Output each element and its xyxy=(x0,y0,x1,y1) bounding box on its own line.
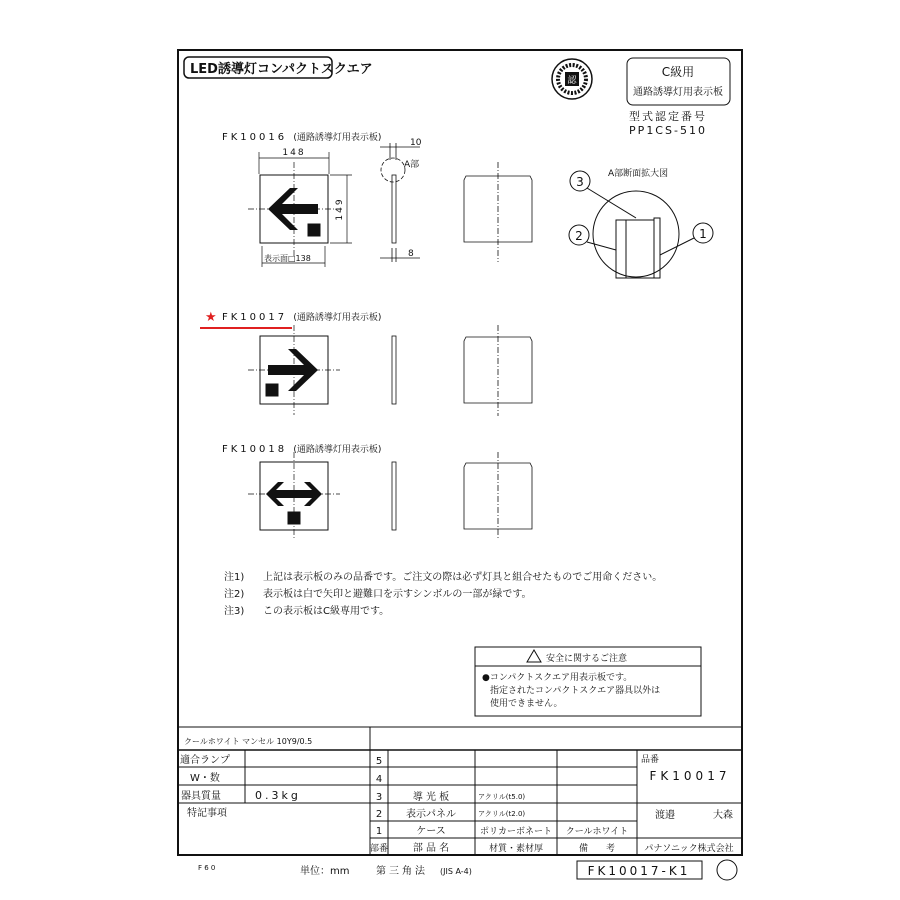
svg-text:3: 3 xyxy=(576,175,584,189)
svg-text:備 考: 備 考 xyxy=(578,844,616,854)
svg-text:アクリル(t5.0): アクリル(t5.0) xyxy=(478,793,526,801)
color-spec: クールホワイト マンセル 10Y9/0.5 xyxy=(184,737,313,746)
svg-text:ケース: ケース xyxy=(416,826,446,837)
svg-text:表示パネル: 表示パネル xyxy=(406,809,456,820)
exit-symbol-icon xyxy=(266,384,278,396)
exit-symbol-icon xyxy=(288,512,300,524)
front-view-fk10016 xyxy=(248,162,340,258)
svg-text:4: 4 xyxy=(375,774,383,785)
view-label-fk10017: FK10017 (通路誘導灯用表示板) xyxy=(222,312,382,323)
dimension-height: 149 xyxy=(335,197,345,221)
svg-text:2: 2 xyxy=(575,229,583,243)
svg-text:安全に関するご注意: 安全に関するご注意 xyxy=(546,654,628,664)
note-2-label: 注2) xyxy=(224,589,245,600)
safety-notice xyxy=(475,647,701,716)
projection-label: 第三角法 xyxy=(376,866,428,877)
svg-text:クールホワイト: クールホワイト xyxy=(565,827,629,837)
svg-text:アクリル(t2.0): アクリル(t2.0) xyxy=(478,810,526,818)
warning-icon xyxy=(527,650,541,662)
svg-text:適合ランプ: 適合ランプ xyxy=(180,755,230,766)
dimension-depth-top: 10 xyxy=(410,138,422,148)
title-block-grid xyxy=(178,727,742,880)
svg-text:ポリカーボネート: ポリカーボネート xyxy=(480,827,552,837)
note-1-label: 注1) xyxy=(224,572,245,583)
note-1-text: 上記は表示板のみの品番です。ご注文の際は必ず灯具と組合せたものでご用命ください。 xyxy=(263,572,663,583)
signer-2: 大森 xyxy=(713,810,733,821)
signer-1: 渡邉 xyxy=(655,810,675,821)
note-2-text: 表示板は白で矢印と避難口を示すシンボルの一部が緑です。 xyxy=(263,589,532,600)
svg-text:使用できません。: 使用できません。 xyxy=(490,699,563,709)
svg-text:部 品 名: 部 品 名 xyxy=(412,843,450,854)
product-label: 品番 xyxy=(641,755,660,765)
paper-size: (JIS A-4) xyxy=(440,867,472,876)
svg-text:指定されたコンパクトスクエア器具以外は: 指定されたコンパクトスクエア器具以外は xyxy=(490,686,661,696)
front-view-fk10017 xyxy=(248,325,340,415)
svg-text:材質・素材厚: 材質・素材厚 xyxy=(488,844,544,854)
dimension-depth-bottom: 8 xyxy=(408,249,414,259)
detail-title: A部断面拡大図 xyxy=(608,169,669,179)
side-views xyxy=(380,143,420,530)
class-sublabel: 通路誘導灯用表示板 xyxy=(633,87,723,98)
svg-text:2: 2 xyxy=(375,809,383,820)
svg-text:認: 認 xyxy=(567,76,577,86)
note-3-label: 注3) xyxy=(224,606,245,617)
highlight-star-icon: ★ xyxy=(205,310,217,325)
footer-code: F 6 0 xyxy=(198,864,216,872)
company-name: パナソニック株式会社 xyxy=(644,844,734,854)
dimension-width: 148 xyxy=(282,148,306,158)
view-label-fk10016: FK10016 (通路誘導灯用表示板) xyxy=(222,132,382,143)
front-view-fk10018 xyxy=(248,452,340,540)
svg-text:部番: 部番 xyxy=(369,844,389,854)
product-number: FK10017 xyxy=(649,769,731,783)
approval-label: 型式認定番号 xyxy=(629,110,707,123)
weight-value: 0.3kg xyxy=(255,789,301,802)
svg-text:1: 1 xyxy=(699,227,707,241)
svg-text:5: 5 xyxy=(375,756,383,767)
document-title: LED誘導灯コンパクトスクエア xyxy=(190,62,373,77)
exit-symbol-icon xyxy=(308,224,320,236)
class-label: C級用 xyxy=(661,65,695,79)
svg-text:器具質量: 器具質量 xyxy=(181,791,221,802)
detail-ref-label: A部 xyxy=(404,160,420,170)
svg-text:3: 3 xyxy=(375,792,383,803)
svg-text:●コンパクトスクエア用表示板です。: ●コンパクトスクエア用表示板です。 xyxy=(482,673,633,683)
drawing-number: FK10017-K1 xyxy=(587,864,691,878)
svg-text:1: 1 xyxy=(375,826,383,837)
detail-a-section xyxy=(569,171,713,278)
note-3-text: この表示板はC級専用です。 xyxy=(263,606,390,617)
svg-text:W・数: W・数 xyxy=(190,773,220,784)
rear-views xyxy=(464,162,532,540)
certification-seal xyxy=(552,59,592,99)
dimension-display-area: 表示面□138 xyxy=(264,254,311,263)
view-label-fk10018: FK10018 (通路誘導灯用表示板) xyxy=(222,444,382,455)
unit-label: 単位：mm xyxy=(300,866,350,877)
svg-text:特記事項: 特記事項 xyxy=(187,808,227,819)
svg-text:導 光 板: 導 光 板 xyxy=(412,792,450,803)
approval-number: PP1CS-510 xyxy=(629,124,707,137)
